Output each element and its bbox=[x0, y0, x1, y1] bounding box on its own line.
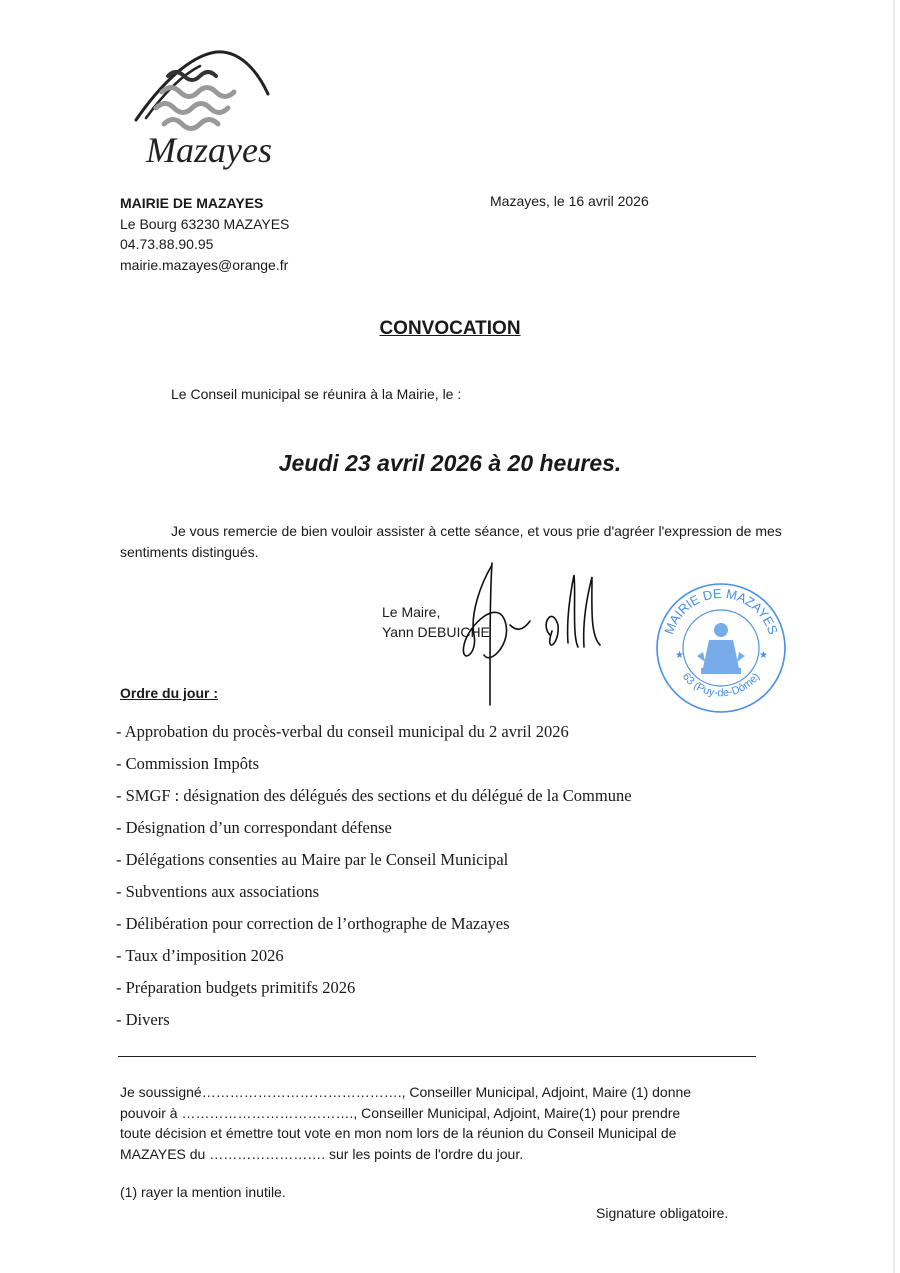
svg-text:63 (Puy-de-Dôme) bbox=[680, 671, 763, 700]
agenda-title: Ordre du jour : bbox=[120, 685, 218, 701]
sender-org: MAIRIE DE MAZAYES bbox=[120, 195, 264, 211]
agenda-item: - Approbation du procès-verbal du conseil municipal du 2 avril 2026 bbox=[116, 722, 569, 741]
place-date: Mazayes, le 16 avril 2026 bbox=[490, 193, 649, 209]
divider bbox=[118, 1056, 756, 1057]
closing-text: Je vous remercie de bien vouloir assister à cette séance, et vous prie d'agréer l'expression de mes sentiments distingués. bbox=[120, 523, 782, 560]
proxy-line-4: MAZAYES du ……………………. sur les points de l'ordre du jour. bbox=[120, 1145, 524, 1162]
stamp-text: MAIRIE DE MAZAYES bbox=[661, 585, 781, 637]
agenda-item: - Désignation d’un correspondant défense bbox=[116, 818, 392, 837]
agenda-item: - Subventions aux associations bbox=[116, 882, 320, 901]
footnote: (1) rayer la mention inutile. bbox=[120, 1184, 286, 1200]
signatory-role: Le Maire, bbox=[382, 604, 441, 620]
stamp-star-left-icon: ★ bbox=[675, 650, 684, 661]
intro-text: Le Conseil municipal se réunira à la Mairie, le : bbox=[171, 386, 462, 402]
meeting-date: Jeudi 23 avril 2026 à 20 heures. bbox=[278, 450, 622, 476]
sender-phone: 04.73.88.90.95 bbox=[120, 236, 214, 252]
proxy-line-3: toute décision et émettre tout vote en mon nom lors de la réunion du Conseil Municipal de bbox=[120, 1125, 677, 1141]
sender-block bbox=[120, 193, 289, 275]
official-stamp bbox=[651, 578, 791, 718]
stamp-emblem-icon bbox=[697, 623, 745, 674]
sender-address: Le Bourg 63230 MAZAYES bbox=[120, 215, 290, 232]
signature-required: Signature obligatoire. bbox=[596, 1205, 729, 1221]
agenda-item: - Délégations consenties au Maire par le Conseil Municipal bbox=[116, 850, 509, 869]
mazayes-logo bbox=[128, 48, 288, 176]
agenda-item: - Préparation budgets primitifs 2026 bbox=[116, 978, 356, 997]
agenda-item: - SMGF : désignation des délégués des sections et du délégué de la Commune bbox=[116, 786, 632, 805]
handwritten-signature bbox=[440, 555, 620, 715]
proxy-line-2: pouvoir à ………………………………., Conseiller Municipal, Adjoint, Maire(1) pour prendre bbox=[120, 1104, 681, 1121]
document-title: CONVOCATION bbox=[379, 318, 521, 339]
sender-email: mairie.mazayes@orange.fr bbox=[120, 256, 289, 273]
agenda-item: - Commission Impôts bbox=[116, 754, 260, 773]
agenda-list bbox=[116, 722, 632, 1042]
agenda-item: - Divers bbox=[116, 1010, 170, 1029]
stamp-subtext: 63 (Puy-de-Dôme) bbox=[679, 670, 763, 700]
proxy-line-1: Je soussigné……………………………………., Conseiller Municipal, Adjoint, Maire (1) donne bbox=[120, 1084, 692, 1100]
stamp-star-right-icon: ★ bbox=[759, 650, 768, 661]
agenda-item: - Délibération pour correction de l’orthographe de Mazayes bbox=[116, 914, 510, 933]
page-edge bbox=[893, 0, 895, 1273]
logo-text: Mazayes bbox=[146, 130, 272, 170]
proxy-form bbox=[120, 1082, 800, 1164]
agenda-item: - Taux d’imposition 2026 bbox=[116, 946, 284, 965]
signatory-name: Yann DEBUICHE bbox=[382, 624, 490, 640]
